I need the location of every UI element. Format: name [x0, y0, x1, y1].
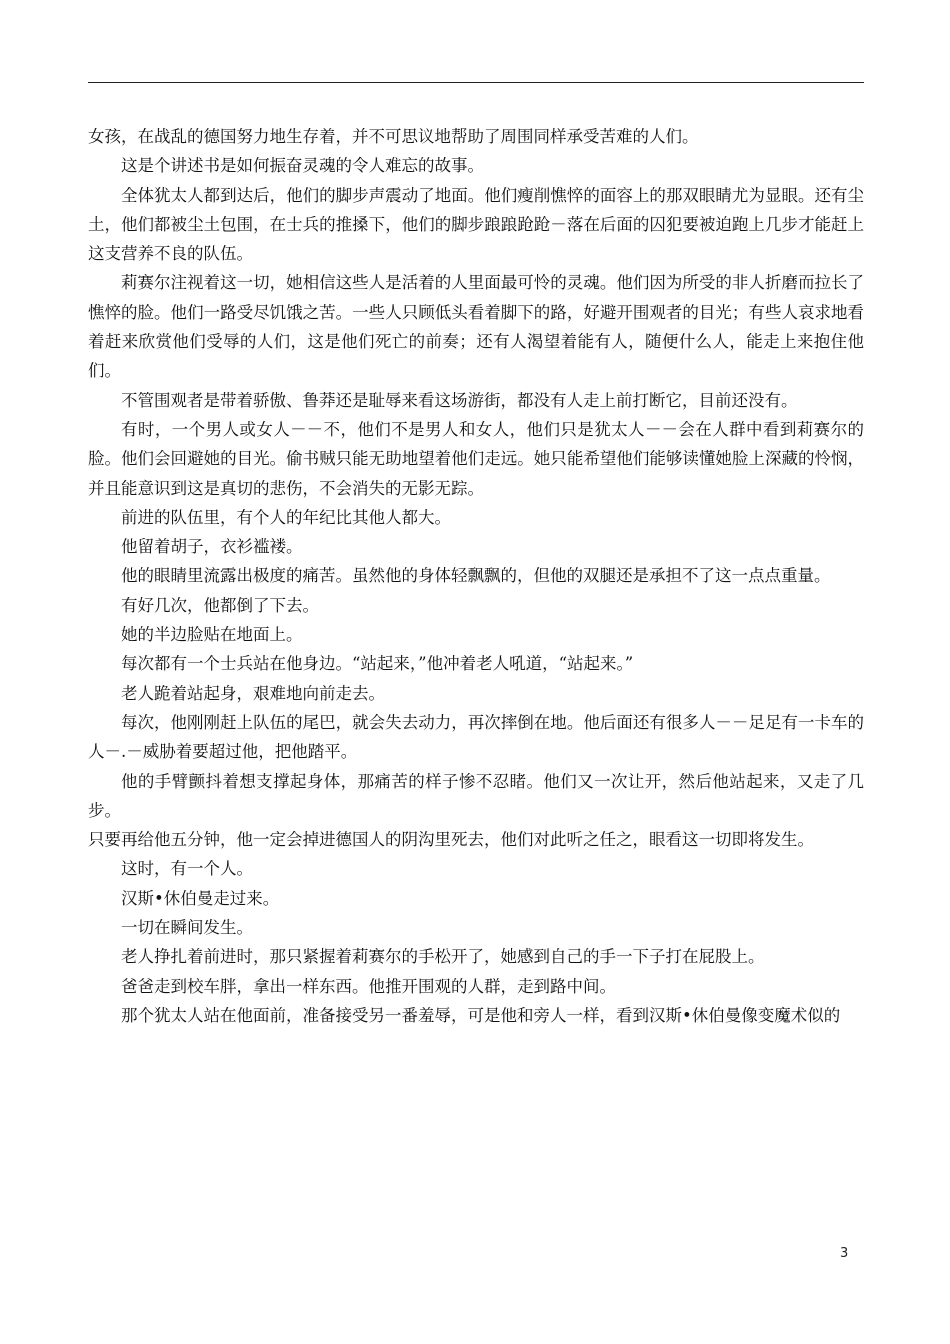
- paragraph-21: 爸爸走到校车胖，拿出一样东西。他推开围观的人群，走到路中间。: [121, 976, 616, 996]
- paragraph-11: 她的半边脸贴在地面上。: [121, 625, 303, 645]
- paragraph-10: 有好几次，他都倒了下去。: [121, 595, 319, 615]
- paragraph-7: 前进的队伍里，有个人的年纪比其他人都大。: [121, 507, 451, 527]
- paragraph-20: 老人挣扎着前进时，那只紧握着莉赛尔的手松开了，她感到自己的手一下子打在屁股上。: [121, 947, 765, 967]
- header-rule: [88, 82, 864, 83]
- paragraph-2: 这是个讲述书是如何振奋灵魂的令人难忘的故事。: [121, 156, 484, 176]
- paragraph-13: 老人跪着站起身，艰难地向前走去。: [121, 683, 385, 703]
- paragraph-16: 只要再给他五分钟，他一定会掉进德国人的阴沟里死去，他们对此听之任之，眼看这一切即将发生。: [88, 830, 814, 850]
- page-number: 3: [840, 1246, 849, 1261]
- paragraph-22: 那个犹太人站在他面前，准备接受另一番羞辱，可是他和旁人一样，看到汉斯•休伯曼像变魔术似的: [121, 1005, 841, 1025]
- paragraph-9: 他的眼睛里流露出极度的痛苦。虽然他的身体轻飘飘的，但他的双腿还是承担不了这一点点重量。: [121, 566, 831, 586]
- paragraph-3: 全体犹太人都到达后，他们的脚步声震动了地面。他们瘦削憔悴的面容上的那双眼睛尤为显眼。还有尘土，他们都被尘土包围，在士兵的推搡下，他们的脚步踉踉跄跄－落在后面的囚犯要被迫跑上几步才能赶上这支营养不良的队伍。: [88, 185, 864, 264]
- paragraph-12: 每次都有一个士兵站在他身边。“站起来，”他冲着老人吼道，“站起来。”: [121, 654, 634, 674]
- paragraph-17: 这时，有一个人。: [121, 859, 253, 879]
- paragraph-5: 不管围观者是带着骄傲、鲁莽还是耻辱来看这场游街，都没有人走上前打断它，目前还没有。: [121, 390, 798, 410]
- paragraph-18: 汉斯•休伯曼走过来。: [121, 888, 280, 908]
- paragraph-14: 每次，他刚刚赶上队伍的尾巴，就会失去动力，再次摔倒在地。他后面还有很多人－－足足有一卡车的人－.－威胁着要超过他，把他踏平。: [88, 712, 864, 762]
- paragraph-19: 一切在瞬间发生。: [121, 918, 253, 938]
- paragraph-6: 有时，一个男人或女人－－不，他们不是男人和女人，他们只是犹太人－－会在人群中看到莉赛尔的脸。他们会回避她的目光。偷书贼只能无助地望着他们走远。她只能希望他们能够读懂她脸上深藏的怜悯，并且能意识到这是真切的悲伤，不会消失的无影无踪。: [88, 419, 864, 498]
- paragraph-1: 女孩，在战乱的德国努力地生存着，并不可思议地帮助了周围同样承受苦难的人们。: [88, 127, 699, 146]
- paragraph-15: 他的手臂颤抖着想支撑起身体，那痛苦的样子惨不忍睹。他们又一次让开，然后他站起来，又走了几步。: [88, 771, 864, 820]
- document-body: [88, 122, 864, 1030]
- paragraph-4: 莉赛尔注视着这一切，她相信这些人是活着的人里面最可怜的灵魂。他们因为所受的非人折磨而拉长了憔悴的脸。他们一路受尽饥饿之苦。一些人只顾低头看着脚下的路，好避开围观者的目光；有些人哀求地看着赶来欣赏他们受辱的人们，这是他们死亡的前奏；还有人渴望着能有人，随便什么人，能走上来抱住他们。: [88, 273, 864, 381]
- paragraph-8: 他留着胡子，衣衫褴褛。: [121, 537, 303, 557]
